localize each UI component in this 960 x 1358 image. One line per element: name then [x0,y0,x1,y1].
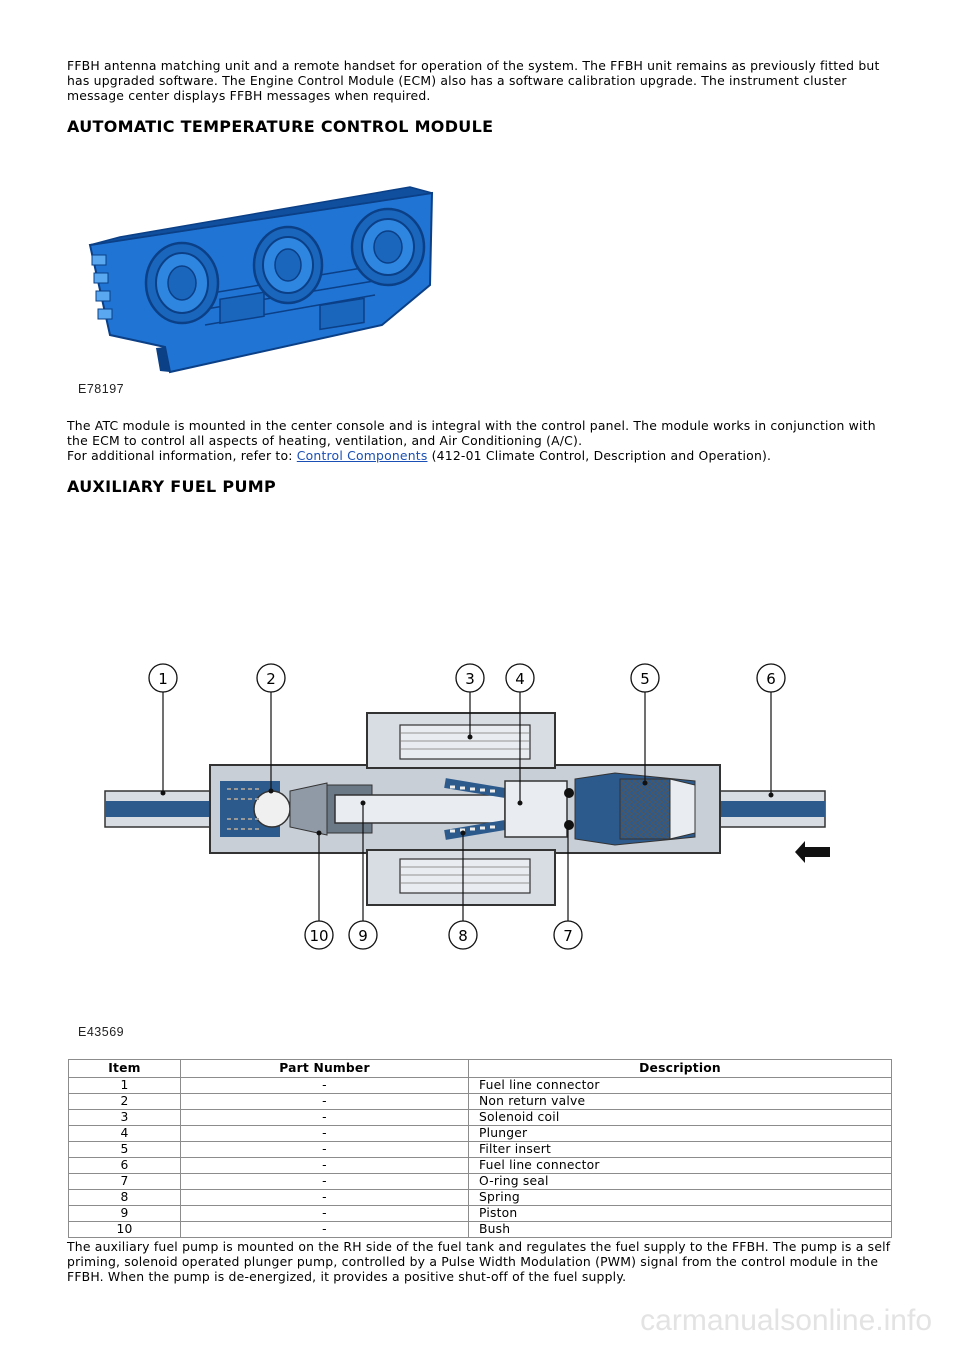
callout-8 [449,921,477,949]
svg-text:2: 2 [266,670,276,688]
callout-3 [456,664,484,692]
svg-text:5: 5 [640,670,650,688]
callout-5 [631,664,659,692]
atc-knob-left [146,243,218,323]
cell-description: O-ring seal [469,1174,892,1190]
flow-direction-arrow [795,841,830,863]
parts-table [68,1059,892,1238]
atc-heading: AUTOMATIC TEMPERATURE CONTROL MODULE [67,117,494,136]
svg-text:3: 3 [465,670,475,688]
cell-description: Fuel line connector [469,1158,892,1174]
cell-item: 6 [69,1158,181,1174]
pump-figure-id: E43569 [78,1025,125,1039]
svg-text:1: 1 [158,670,168,688]
cell-description: Fuel line connector [469,1078,892,1094]
header-description: Description [469,1060,892,1078]
cell-item: 1 [69,1078,181,1094]
table-row [69,1078,892,1094]
cell-part-number: - [181,1078,469,1094]
cell-item: 5 [69,1142,181,1158]
callout-10 [305,921,333,949]
atc-knob-center [254,227,322,303]
header-part-number: Part Number [181,1060,469,1078]
table-row [69,1158,892,1174]
fuel-pump-diagram [95,655,865,960]
callout-1 [149,664,177,692]
cell-part-number: - [181,1126,469,1142]
pump-body [105,713,825,905]
callout-4 [506,664,534,692]
svg-text:10: 10 [309,927,329,945]
cell-description: Solenoid coil [469,1110,892,1126]
cell-item: 4 [69,1126,181,1142]
table-row [69,1094,892,1110]
cell-part-number: - [181,1158,469,1174]
cell-description: Plunger [469,1126,892,1142]
cell-part-number: - [181,1222,469,1238]
parts-table-body [69,1078,892,1238]
atc-knob-right [352,209,424,285]
intro-paragraph: FFBH antenna matching unit and a remote handset for operation of the system. The FFBH unit remains as previously fitted but has upgraded software. The Engine Control Module (ECM) also has a software calibration upgrade. The instrument cluster message center displays FFBH messages when required. [67,58,880,103]
cell-item: 8 [69,1190,181,1206]
atc-ref-prefix: For additional information, refer to: [67,448,297,463]
atc-figure-id: E78197 [78,382,125,396]
cell-description: Bush [469,1222,892,1238]
table-row [69,1174,892,1190]
svg-text:9: 9 [358,927,368,945]
cell-description: Piston [469,1206,892,1222]
cell-part-number: - [181,1190,469,1206]
cell-part-number: - [181,1174,469,1190]
parts-table-header [69,1060,892,1078]
cell-description: Filter insert [469,1142,892,1158]
cell-item: 7 [69,1174,181,1190]
table-row [69,1110,892,1126]
atc-description [67,418,892,463]
table-row [69,1190,892,1206]
header-item: Item [69,1060,181,1078]
cell-item: 9 [69,1206,181,1222]
cell-description: Non return valve [469,1094,892,1110]
cell-part-number: - [181,1142,469,1158]
svg-text:7: 7 [563,927,573,945]
closing-paragraph: The auxiliary fuel pump is mounted on the RH side of the fuel tank and regulates the fuel supply to the FFBH. The pump is a self priming, solenoid operated plunger pump, controlled by a Pulse Width Modulation (PWM) signal from the control module in the FFBH. When the pump is de-energized, it provides a positive shut-off of the fuel supply. [67,1239,891,1284]
callout-7 [554,921,582,949]
callout-2 [257,664,285,692]
callout-6 [757,664,785,692]
cell-description: Spring [469,1190,892,1206]
svg-text:8: 8 [458,927,468,945]
table-row [69,1206,892,1222]
cell-item: 2 [69,1094,181,1110]
cell-item: 3 [69,1110,181,1126]
cell-item: 10 [69,1222,181,1238]
svg-text:4: 4 [515,670,525,688]
atc-ref-suffix: (412-01 Climate Control, Description and Operation). [427,448,772,463]
atc-module-illustration [70,175,450,385]
cell-part-number: - [181,1206,469,1222]
table-row [69,1222,892,1238]
pump-heading: AUXILIARY FUEL PUMP [67,477,276,496]
watermark: carmanualsonline.info [640,1304,932,1337]
cell-part-number: - [181,1094,469,1110]
table-row [69,1142,892,1158]
svg-text:6: 6 [766,670,776,688]
control-components-link[interactable]: Control Components [296,448,428,463]
cell-part-number: - [181,1110,469,1126]
atc-description-text: The ATC module is mounted in the center console and is integral with the control panel. The module works in conjunction with the ECM to control all aspects of heating, ventilation, and Air Conditioning (A/C). [67,418,876,448]
table-row [69,1126,892,1142]
callout-9 [349,921,377,949]
